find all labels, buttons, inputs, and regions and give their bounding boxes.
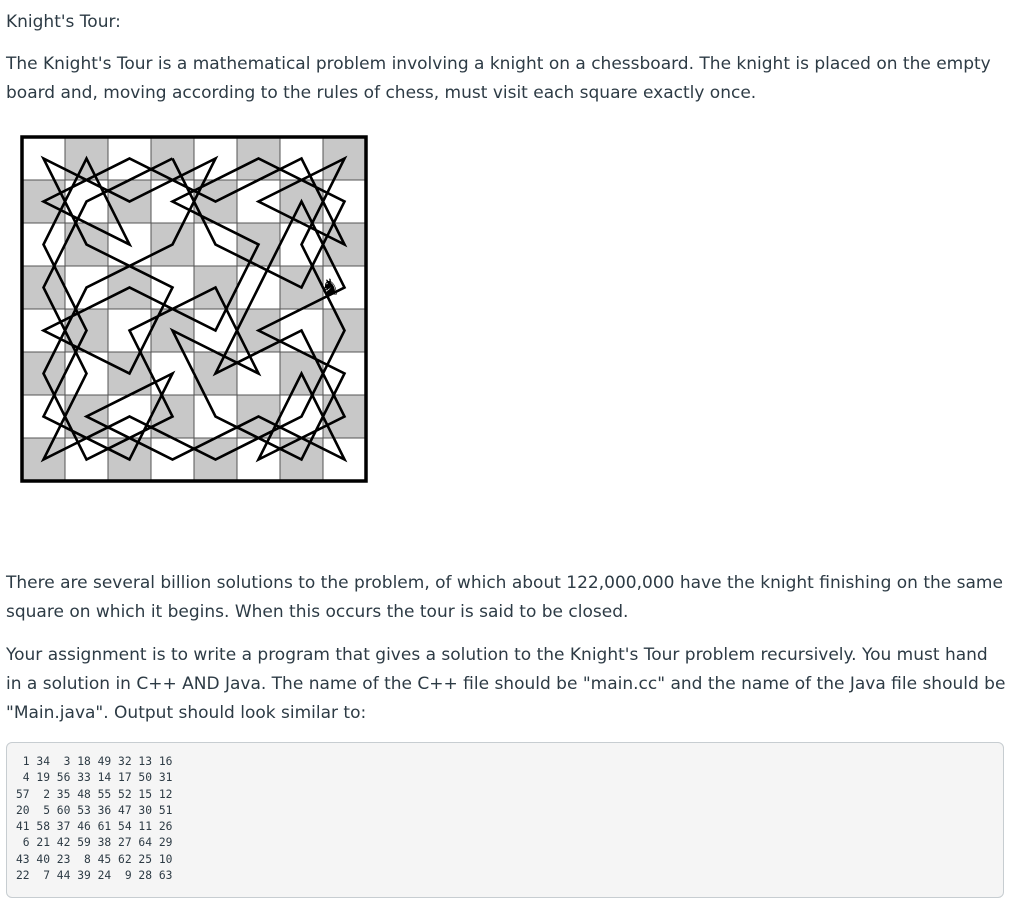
intro-paragraph: The Knight's Tour is a mathematical problem involving a knight on a chessboard. The knight is placed on the empty board and, moving according to the rules of chess, must visit each square exactly once. bbox=[6, 54, 991, 103]
output-line: 1 34 3 18 49 32 13 16 bbox=[22, 755, 173, 768]
output-line: 43 40 23 8 45 62 25 10 bbox=[16, 852, 173, 866]
output-line: 4 19 56 33 14 17 50 31 bbox=[22, 771, 173, 785]
output-line: 57 2 35 48 55 52 15 12 bbox=[16, 787, 173, 801]
assignment-paragraph: Your assignment is to write a program that gives a solution to the Knight's Tour problem recursively. You must hand in a solution in C++ AND Java. The name of the C++ file should be "main.cc" and the name of the Java file should be "Main.java". Output should look similar to: bbox=[6, 645, 1006, 723]
solutions-paragraph: There are several billion solutions to the problem, of which about 122,000,000 have the knight finishing on the same square on which it begins. When this occurs the tour is said to be closed. bbox=[6, 573, 1003, 622]
output-line: 22 7 44 39 24 9 28 63 bbox=[16, 869, 173, 883]
output-line: 41 58 37 46 61 54 11 26 bbox=[16, 820, 173, 834]
sample-output-block bbox=[6, 742, 1004, 898]
output-line: 20 5 60 53 36 47 30 51 bbox=[16, 803, 173, 817]
knights-tour-figure bbox=[20, 135, 370, 485]
chess-knight-icon: ♞ bbox=[320, 275, 341, 301]
page-title: Knight's Tour: bbox=[6, 12, 121, 32]
output-line: 6 21 42 59 38 27 64 29 bbox=[22, 836, 173, 850]
chessboard bbox=[20, 135, 370, 485]
